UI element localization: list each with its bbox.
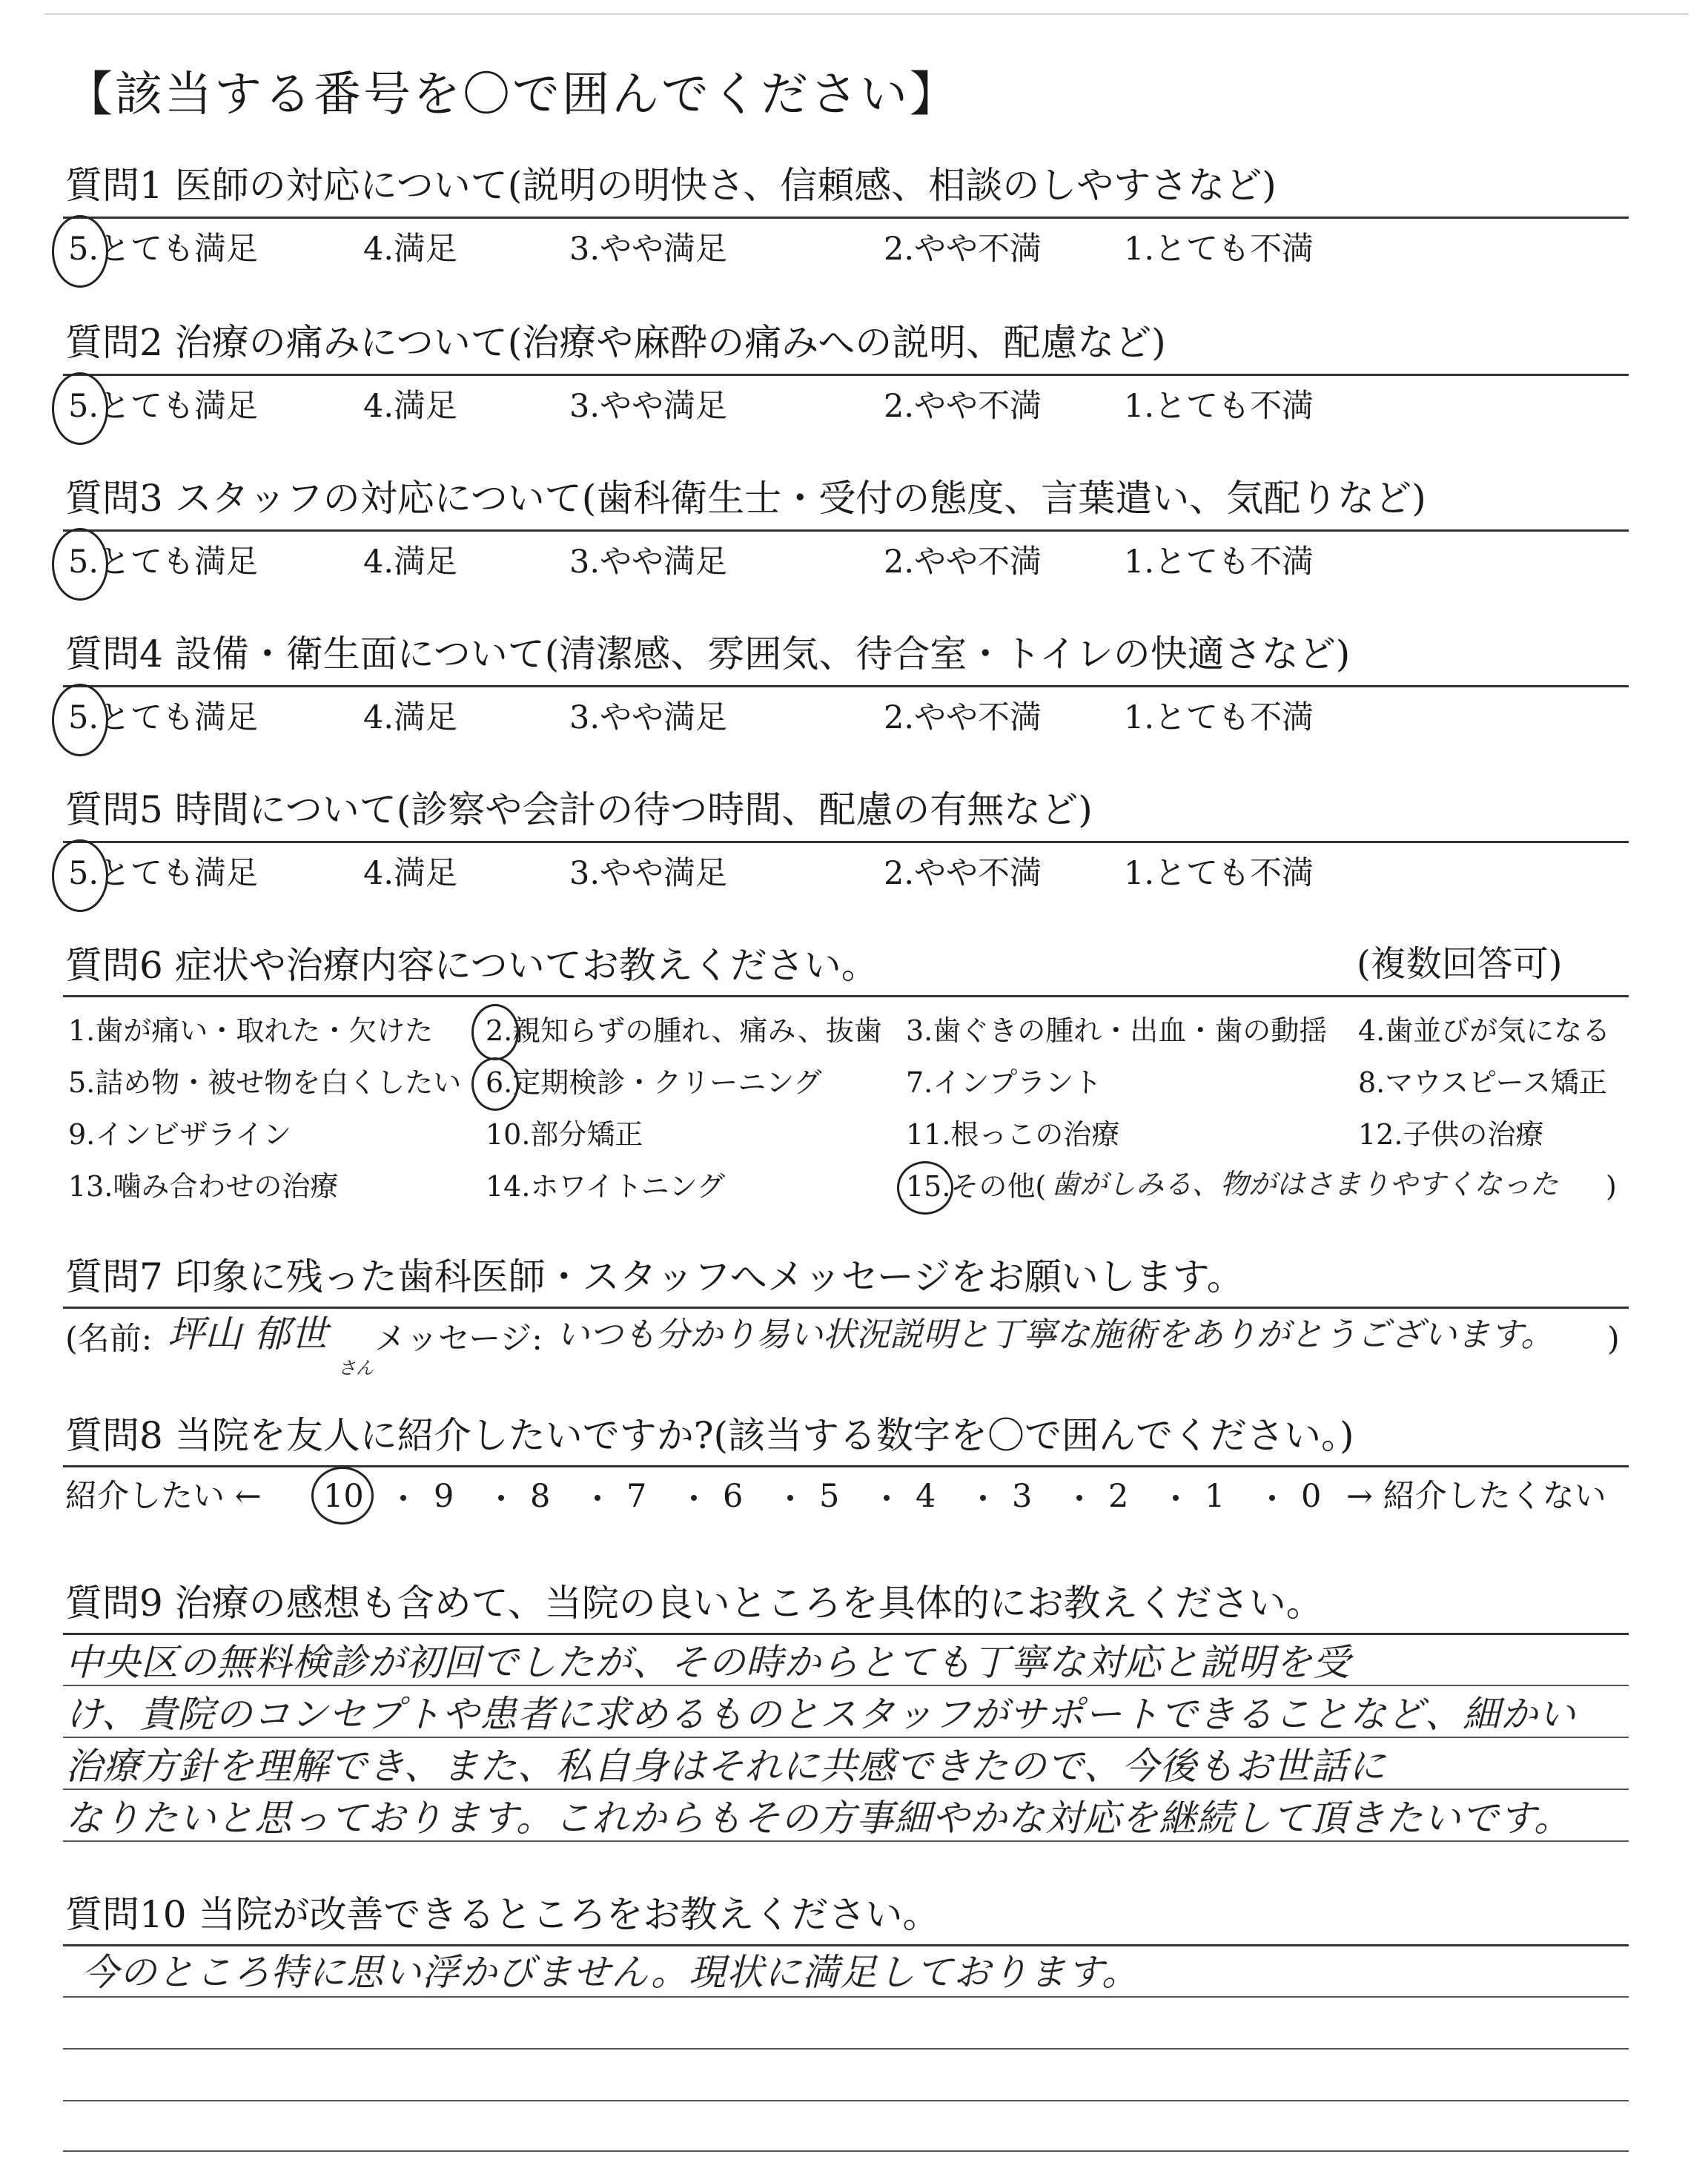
q6-item-12[interactable]: 12.子供の治療: [1358, 1118, 1544, 1151]
question-10-rule: [63, 1944, 1629, 1946]
option-4[interactable]: 4.満足: [363, 544, 458, 581]
name-label: (名前:: [65, 1321, 153, 1358]
page-title: 【該当する番号を〇で囲んでください】: [65, 67, 959, 122]
selected-circle: [52, 684, 108, 756]
option-2[interactable]: 2.やや不満: [884, 544, 1042, 581]
scale-9[interactable]: 9: [434, 1478, 454, 1515]
option-5[interactable]: 5.とても満足: [68, 544, 259, 581]
scale-separator: [691, 1495, 697, 1501]
scale-2[interactable]: 2: [1108, 1478, 1129, 1515]
q9-answer-line-4: なりたいと思っております。これからもその方事細やかな対応を継続して頂きたいです。: [65, 1797, 1572, 1840]
scale-separator: [980, 1495, 986, 1501]
selected-circle: [52, 215, 108, 288]
option-5[interactable]: 5.とても満足: [68, 699, 259, 736]
scale-1[interactable]: 1: [1205, 1478, 1225, 1515]
option-3[interactable]: 3.やや満足: [569, 855, 728, 892]
scale-separator: [787, 1495, 793, 1501]
scale-5[interactable]: 5: [819, 1478, 840, 1515]
option-1[interactable]: 1.とても不満: [1124, 544, 1314, 581]
question-7-rule: [63, 1307, 1629, 1309]
option-3[interactable]: 3.やや満足: [569, 388, 728, 425]
question-8-heading: 質問8 当院を友人に紹介したいですか?(該当する数字を〇で囲んでください。): [65, 1414, 1354, 1457]
scale-0[interactable]: 0: [1301, 1478, 1322, 1515]
question-3-heading: 質問3 スタッフの対応について(歯科衛生士・受付の態度、言葉遣い、気配りなど): [65, 477, 1426, 520]
question-6-heading: 質問6 症状や治療内容についてお教えください。: [65, 944, 878, 987]
scale-3[interactable]: 3: [1012, 1478, 1033, 1515]
q6-item-9[interactable]: 9.インビザライン: [68, 1118, 292, 1151]
q6-item-4[interactable]: 4.歯並びが気になる: [1358, 1014, 1611, 1047]
q6-item-15-close: ): [1606, 1170, 1617, 1203]
q6-item-13[interactable]: 13.噛み合わせの治療: [68, 1170, 339, 1203]
scale-separator: [1173, 1495, 1179, 1501]
selected-circle: [52, 528, 108, 601]
question-9-heading: 質問9 治療の感想も含めて、当院の良いところを具体的にお教えください。: [65, 1582, 1323, 1625]
option-5[interactable]: 5.とても満足: [68, 388, 259, 425]
question-2-rule: [63, 374, 1629, 376]
q10-answer-rule: [63, 2150, 1629, 2152]
q6-item-3[interactable]: 3.歯ぐきの腫れ・出血・歯の動揺: [906, 1014, 1328, 1047]
q10-answer-line-1: 今のところ特に思い浮かびません。現状に満足しております。: [82, 1951, 1139, 1994]
q6-item-2[interactable]: 2.親知らずの腫れ、痛み、抜歯: [486, 1014, 882, 1047]
scale-left-label: 紹介したい ←: [65, 1478, 262, 1515]
option-4[interactable]: 4.満足: [363, 388, 458, 425]
q9-answer-line-1: 中央区の無料検診が初回でしたが、その時からとても丁寧な対応と説明を受: [65, 1641, 1351, 1684]
option-4[interactable]: 4.満足: [363, 855, 458, 892]
scale-separator: [595, 1495, 600, 1501]
option-2[interactable]: 2.やや不満: [884, 231, 1042, 268]
option-4[interactable]: 4.満足: [363, 231, 458, 268]
q6-item-5[interactable]: 5.詰め物・被せ物を白くしたい: [68, 1066, 462, 1099]
option-1[interactable]: 1.とても不満: [1124, 388, 1314, 425]
question-1-rule: [63, 217, 1629, 219]
q9-answer-rule: [63, 1840, 1629, 1842]
message-close: ): [1607, 1321, 1620, 1358]
q6-other-handwritten: 歯がしみる、物がはさまりやすくなった: [1051, 1168, 1559, 1200]
message-label: メッセージ:: [374, 1321, 543, 1358]
scale-separator: [884, 1495, 890, 1501]
q9-answer-line-2: け、貴院のコンセプトや患者に求めるものとスタッフがサポートできることなど、細かい: [65, 1693, 1576, 1736]
q10-answer-rule: [63, 1996, 1629, 1998]
q9-answer-rule: [63, 1685, 1629, 1686]
q6-item-11[interactable]: 11.根っこの治療: [906, 1118, 1120, 1151]
question-7-heading: 質問7 印象に残った歯科医師・スタッフへメッセージをお願いします。: [65, 1255, 1244, 1298]
question-2-heading: 質問2 治療の痛みについて(治療や麻酔の痛みへの説明、配慮など): [65, 321, 1166, 364]
multiple-answers-note: (複数回答可): [1357, 943, 1563, 985]
option-1[interactable]: 1.とても不満: [1124, 231, 1314, 268]
scale-8[interactable]: 8: [530, 1478, 551, 1515]
q6-item-8[interactable]: 8.マウスピース矯正: [1358, 1066, 1607, 1099]
q9-answer-line-3: 治療方針を理解でき、また、私自身はそれに共感できたので、今後もお世話に: [65, 1745, 1386, 1788]
question-4-rule: [63, 685, 1629, 687]
name-value: 坪山 郁世: [168, 1312, 328, 1355]
option-2[interactable]: 2.やや不満: [884, 699, 1042, 736]
q6-item-6[interactable]: 6.定期検診・クリーニング: [486, 1066, 822, 1099]
option-1[interactable]: 1.とても不満: [1124, 699, 1314, 736]
scale-separator: [498, 1495, 504, 1501]
message-value: いつも分かり易い状況説明と丁寧な施術をありがとうございます。: [556, 1315, 1555, 1354]
scale-right-label: → 紹介したくない: [1346, 1478, 1606, 1515]
q6-item-10[interactable]: 10.部分矯正: [486, 1118, 643, 1151]
q6-item-15[interactable]: 15.その他(: [906, 1170, 1047, 1203]
selected-circle: [52, 372, 108, 445]
question-1-heading: 質問1 医師の対応について(説明の明快さ、信頼感、相談のしやすさなど): [65, 164, 1277, 207]
scale-separator: [1269, 1495, 1275, 1501]
option-1[interactable]: 1.とても不満: [1124, 855, 1314, 892]
question-5-rule: [63, 841, 1629, 843]
scale-10[interactable]: 10: [323, 1478, 364, 1515]
q10-answer-rule: [63, 2048, 1629, 2050]
q10-answer-rule: [63, 2100, 1629, 2101]
q6-item-7[interactable]: 7.インプラント: [906, 1066, 1102, 1099]
q9-answer-rule: [63, 1737, 1629, 1738]
option-4[interactable]: 4.満足: [363, 699, 458, 736]
option-3[interactable]: 3.やや満足: [569, 231, 728, 268]
name-suffix: さん: [338, 1358, 374, 1378]
selected-circle-2: [471, 1004, 519, 1060]
scale-4[interactable]: 4: [916, 1478, 936, 1515]
q6-item-1[interactable]: 1.歯が痛い・取れた・欠けた: [68, 1014, 434, 1047]
q6-item-14[interactable]: 14.ホワイトニング: [486, 1170, 726, 1203]
question-3-rule: [63, 529, 1629, 532]
selected-circle-10: [311, 1467, 374, 1525]
question-4-heading: 質問4 設備・衛生面について(清潔感、雰囲気、待合室・トイレの快適さなど): [65, 633, 1351, 676]
option-5[interactable]: 5.とても満足: [68, 855, 259, 892]
option-2[interactable]: 2.やや不満: [884, 855, 1042, 892]
option-3[interactable]: 3.やや満足: [569, 544, 728, 581]
question-8-rule: [63, 1465, 1629, 1467]
selected-circle-15: [897, 1161, 953, 1215]
option-3[interactable]: 3.やや満足: [569, 699, 728, 736]
scale-separator: [1076, 1495, 1082, 1501]
scale-7[interactable]: 7: [626, 1478, 647, 1515]
option-5[interactable]: 5.とても満足: [68, 231, 259, 268]
scale-6[interactable]: 6: [723, 1478, 744, 1515]
page-top-border: [44, 13, 1689, 15]
question-5-heading: 質問5 時間について(診察や会計の待つ時間、配慮の有無など): [65, 788, 1093, 831]
question-9-rule: [63, 1633, 1629, 1635]
option-2[interactable]: 2.やや不満: [884, 388, 1042, 425]
question-6-rule: [63, 995, 1629, 997]
q9-answer-rule: [63, 1789, 1629, 1790]
selected-circle: [52, 839, 108, 912]
selected-circle-6: [471, 1057, 519, 1111]
question-10-heading: 質問10 当院が改善できるところをお教えください。: [65, 1893, 940, 1936]
scale-separator: [400, 1495, 406, 1501]
